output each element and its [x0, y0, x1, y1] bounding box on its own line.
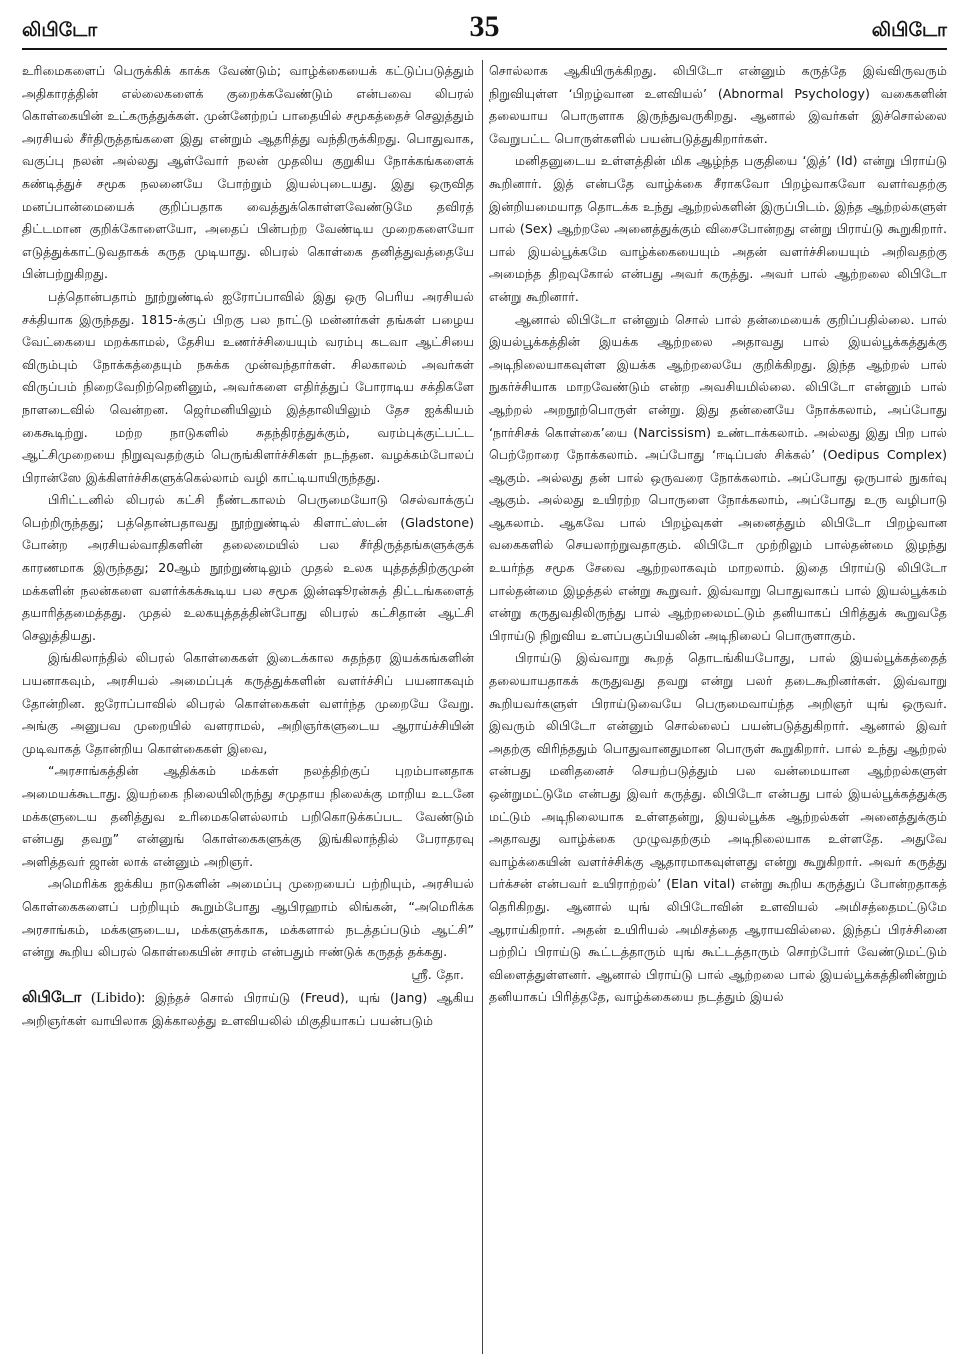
paragraph: உரிமைகளைப் பெருக்கிக் காக்க வேண்டும்; வாழ்க்கையைக் கட்டுப்படுத்தும் அதிகாரத்தின் எல்லைகளைக் குறைக்கவேண்டும் என்பவை லிபரல் கொள்கையின் உட்கருத்துக்கள். முன்னேற்றப் பாதையில் சமூகத்தைச் செலுத்தும் அரசியல் சீர்திருத்தங்களை இது என்றும் ஆதரித்து வந்திருக்கிறது. பொதுவாக, வகுப்பு நலன் அல்லது ஆள்வோர் நலன் முதலிய குறுகிய நோக்கங்களைக் கண்டித்துச் சமூக நலனையே போற்றும் இயல்புடையது. இது ஒருவித மனப்பான்மையைக் குறிப்பதாக வைத்துக்கொள்ளவேண்டுமே தவிரத் திட்டமான குறிக்கோளையோ, அதைப் பின்பற்ற வேண்டிய முறைகளையோ எடுத்துக்காட்டுவதாகக் கருத முடியாது. லிபரல் கொள்கை தனித்துவத்தையே பின்பற்றுகிறது. [22, 63, 474, 282]
quoted-paragraph: “அரசாங்கத்தின் ஆதிக்கம் மக்கள் நலத்திற்குப் புறம்பானதாக அமையக்கூடாது. இயற்கை நிலையிலிருந்து சமுதாய நிலைக்கு மாறிய உடனே மக்களுடைய தனித்துவ உரிமைகளெல்லாம் பறிகொடுக்கப்பட வேண்டும் என்பது தவறு” என்னுங் கொள்கைகளுக்கு இங்கிலாந்தில் பேராதரவு அளித்தவர் ஜான் லாக் என்னும் அறிஞர். [22, 763, 474, 869]
paragraph: பிரிட்டனில் லிபரல் கட்சி நீண்டகாலம் பெருமையோடு செல்வாக்குப் பெற்றிருந்தது; பத்தொன்பதாவது நூற்றுண்டில் கிளாட்ஸ்டன் (Gladstone) போன்ற அரசியல்வாதிகளின் தலைமையில் பல சீர்திருத்தங்களுக்குக் காரணமாக இருந்தது; 20ஆம் நூற்றுண்டிலும் முதல் உலக யுத்தத்திற்குமுன் மக்களின் நலன்களை வளர்க்கக்கூடிய பல சமூக இன்ஷூரன்சுத் திட்டங்களைத் தயாரித்தமைத்தது. முதல் உலகயுத்தத்தின்போது லிபரல் கட்சிதான் ஆட்சி செலுத்தியது. [22, 492, 474, 643]
paragraph: பிராய்டு இவ்வாறு கூறத் தொடங்கியபோது, பால் இயல்பூக்கத்தைத் தலையாயதாகக் கருதுவது தவறு என்று பலர் தடைகூறினர்கள். இவ்வாறு கூறியவர்களுள் பிராய்டுவையே பெருமைவாய்ந்த அறிஞர் யுங் ஒருவர். இவரும் லிபிடோ என்னும் சொல்லைப் பயன்படுத்துகிறார். ஆனால் இவர் அதற்கு விரிந்ததும் பொதுவானதுமான பொருள் கூறுகிறார். பால் உந்து ஆற்றல் என்பது மனிதனைச் செயற்படுத்தும் பல வன்மையான ஆற்றல்களுள் ஒன்றுமட்டுமே என்பது இவர் கருத்து. லிபிடோ என்பது பால் இயல்பூக்கத்துக்கு மட்டும் அடிநிலையாக உள்ளதன்று, இயல்பூக்க ஆற்றல்கள் அனைத்துக்கும் அதாவது வாழ்க்கை முழுவதற்கும் அடிநிலையாக உள்ளதே. அதுவே வாழ்க்கையின் வளர்ச்சிக்கு ஆதாரமாகவுள்ளது என்று கூறுகிறார். அவர் கருத்து பர்க்சன் என்பவர் உயிராற்றல்’ (Elan vital) என்று கூறிய கருத்துப் போன்றதாகத் தெரிகிறது. ஆனால் யுங் லிபிடோவின் உளவியல் அமிசத்தைமட்டுமே ஆராய்கிறார். அதன் உயிரியல் அமிசத்தை ஆராயவில்லை. இந்தப் பிரச்சினை பற்றிப் பிராய்டு கூட்டத்தாரும் யுங் கூட்டத்தாரும் சொற்போர் வேண்டுமட்டும் விளைத்துள்ளனர். ஆனால் பிராய்டு பால் ஆற்றலை பால் இயல்பூக்கத்தினின்றும் தனியாகப் பிரித்ததே, வாழ்க்கையை நடத்தும் இயல் [489, 650, 947, 1005]
two-column-body [22, 60, 947, 1354]
entry-text: இந்தச் சொல் பிராய்டு (Freud), யுங் (Jang) ஆகிய அறிஞர்கள் வாயிலாக இக்காலத்து உளவியலில் மிகுதியாகப் பயன்படும் [22, 990, 474, 1028]
left-column [22, 60, 483, 1354]
paragraph: சொல்லாக ஆகியிருக்கிறது. லிபிடோ என்னும் கருத்தே இவ்விருவரும் நிறுவியுள்ள ‘பிறழ்வான உளவியல்’ (Abnormal Psychology) வகைகளின் தலையாய பொருளாக இருந்துவருகிறது. ஆனால் இவர்கள் இச்சொல்லை வேறுபட்ட பொருள்களில் பயன்படுத்துகிறார்கள். [489, 63, 947, 146]
paragraph: மனிதனுடைய உள்ளத்தின் மிக ஆழ்ந்த பகுதியை ‘இத்’ (Id) என்று பிராய்டு கூறினார். இத் என்பதே வாழ்க்கை சீராகவோ பிறழ்வாகவோ வளர்வதற்கு இன்றியமையாத தொடக்க உந்து ஆற்றல்களின் இருப்பிடம். இந்த ஆற்றல்களுள் பால் (Sex) ஆற்றலே அனைத்துக்கும் விசைபோன்றது என்று பிராய்டு கூறுகிறார். பால் இயல்பூக்கமே வாழ்க்கையையும் அதன் வளர்ச்சியையும் அறிவதற்கு அமைந்த திறவுகோல் என்பது அவர் கருத்து. அவர் பால் ஆற்றலை லிபிடோ என்று கூறினார். [489, 153, 947, 304]
header-right-title: லிபிடோ [871, 18, 947, 41]
entry-term: லிபிடோ [22, 988, 82, 1007]
paragraph: பத்தொன்பதாம் நூற்றுண்டில் ஐரோப்பாவில் இது ஒரு பெரிய அரசியல் சக்தியாக இருந்தது. 1815-க்குப் பிறகு பல நாட்டு மன்னர்கள் தங்கள் பழைய வேட்கையை மறக்காமல், தேசிய உணர்ச்சியையும் வரம்பு கடவா ஆட்சியை விரும்பும் நோக்கத்தையும் நசுக்க முன்வந்தார்கள். சிலகாலம் அவர்கள் விருப்பம் நிறைவேறிற்றெனினும், அவர்களை எதிர்த்துப் போராடிய சக்திகளே நாளடைவில் வென்றன. ஜெர்மனியிலும் இத்தாலியிலும் தேச ஐக்கியம் கைகூடிற்று. மற்ற நாடுகளில் சுதந்திரத்துக்கும், வரம்புக்குட்பட்ட ஆட்சிமுறையை நிறுவுவதற்கும் பெருங்கிளர்ச்சிகள் நடந்தன. வழக்கம்போலப் பிரான்ஸே இக்கிளர்ச்சிகளுக்கெல்லாம் வழி காட்டியாயிருந்தது. [22, 288, 474, 485]
header-left-title: லிபிடோ [22, 18, 98, 41]
entry-term-latin: (Libido): [91, 990, 146, 1007]
paragraph: ஆனால் லிபிடோ என்னும் சொல் பால் தன்மையைக் குறிப்பதில்லை. பால் இயல்பூக்கத்தின் இயக்க ஆற்றலை அதாவது பால் இயல்பூக்கத்துக்கு அடிநிலையாகவுள்ள இயக்க ஆற்றலையே குறிக்கிறது. இந்த ஆற்றல் பால் நுகர்ச்சியாக மாறவேண்டும் என்ற அவசியமில்லை. லிபிடோ என்னும் பால் ஆற்றல் அறநூற்பொருள் என்று. இது தன்னையே நோக்கலாம், அப்போது ‘நார்சிசக் கொள்கை’யை (Narcissism) உண்டாக்கலாம். அல்லது இது பிற பால் பெற்றோரை நோக்கலாம். அப்போது ‘ஈடிப்பஸ் சிக்கல்’ (Oedipus Complex) ஆகும். அல்லது தன் பால் ஒருவரை நோக்கலாம். அப்போது ஒருபால் நுகர்வு ஆகும். அல்லது உயிரற்ற பொருளை நோக்கலாம், அப்போது உரு வழிபாடு ஆகலாம். ஆகவே பால் பிறழ்வுகள் அனைத்தும் லிபிடோ பிறழ்வான வகைகளில் செயலாற்றுவதாகும். லிபிடோ முற்றிலும் பால்தன்மை இழந்து உயர்ந்த சமூக சேவை ஆற்றலாகவும் மாறலாம். இதை பிராய்டு லிபிடோ பால்தன்மை இழத்தல் என்று கூறுவர். இவ்வாறு பொதுவாகப் பால் இயல்பூக்கம் என்று கருதுவதிலிருந்து பால் ஆற்றலைமட்டும் தனியாகப் பிரித்துக் கூறுவதே பிராய்டு நிறுவிய உளப்பகுப்பியலின் அடிநிலைப் பொருளாகும். [489, 311, 947, 643]
paragraph: இங்கிலாந்தில் லிபரல் கொள்கைகள் இடைக்கால சுதந்தர இயக்கங்களின் பயனாகவும், அரசியல் அமைப்புக் கருத்துக்களின் வளர்ச்சிப் பயனாகவும் தோன்றின. ஐரோப்பாவில் லிபரல் கொள்கைகள் வளர்ந்த முறையே வேறு. அங்கு அனுபவ முறையில் வளராமல், அறிஞர்களுடைய ஆராய்ச்சியின் முடிவாகத் தோன்றிய கொள்கைகள் இவை, [22, 650, 474, 756]
entry-paragraph [22, 986, 474, 1032]
page-number: 35 [469, 10, 500, 43]
right-column [483, 60, 947, 1354]
running-header [22, 10, 947, 50]
author-initials: ஸ்ரீ. தோ. [411, 966, 464, 982]
paragraph: அமெரிக்க ஐக்கிய நாடுகளின் அமைப்பு முறையைப் பற்றியும், அரசியல் கொள்கைகளைப் பற்றியும் கூறும்போது ஆபிரஹாம் லிங்கன், “அமெரிக்க அரசாங்கம், மக்களுடைய, மக்களுக்காக, மக்களால் நடத்தப்படும் ஆட்சி” என்று கூறிய லிபரல் கொள்கையின் சாரம் என்பதும் ஈண்டுக் கருதத் தக்கது. [22, 876, 474, 960]
